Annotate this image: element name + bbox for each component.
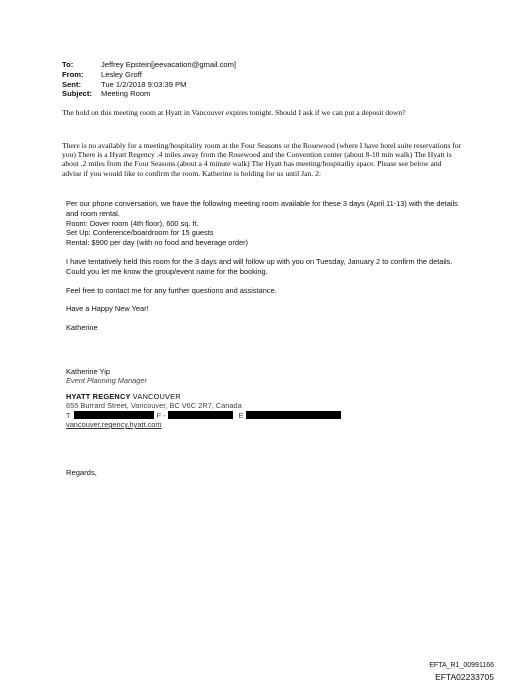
- deposit-question: The hold on this meeting room at Hyatt in Vancouver expires tonight. Should I ask if we can put a deposit down?: [62, 108, 406, 117]
- redaction-bar: [74, 411, 154, 419]
- sent-value: Tue 1/2/2018 9:03:39 PM: [101, 79, 187, 89]
- setup-line: Set Up: Conference/boardroom for 15 guests: [66, 228, 214, 238]
- rental-line: Rental: $900 per day (with no food and beverage order): [66, 238, 249, 248]
- website-link[interactable]: vancouver.regency.hyatt.com: [66, 420, 162, 430]
- quoted-intro: Per our phone conversation, we have the following meeting room available for these 3 days (April 11-13) with the details and room rental.: [66, 199, 458, 218]
- body-paragraph-1: [62, 108, 462, 117]
- redaction-bar: [246, 411, 341, 419]
- org-name-city: VANCOUVER: [132, 391, 181, 401]
- to-value: Jeffrey Epstein[jeevacation@gmail.com]: [101, 60, 237, 69]
- from-value: Lesley Groff: [101, 69, 142, 79]
- signature-organization: [66, 392, 341, 401]
- org-name-bold: HYATT REGENCY: [66, 391, 131, 401]
- signature-address: 655 Burrard Street, Vancouver, BC V6C 2R7, Canada: [66, 401, 242, 411]
- fax-label: F -: [156, 410, 166, 420]
- from-label: From:: [62, 69, 84, 79]
- subject-label: Subject:: [62, 89, 92, 99]
- phone-label: T: [66, 410, 71, 420]
- sent-row: [62, 80, 236, 90]
- signature-phone-row: [66, 411, 341, 420]
- signature-title: Event Planning Manager: [66, 376, 147, 386]
- body-paragraph-2: [62, 141, 462, 178]
- signature-name: Katherine Yip: [66, 367, 110, 376]
- redaction-bar: [168, 411, 233, 419]
- document-reference-1: EFTA_R1_00991166: [429, 662, 494, 669]
- availability-text: There is no availably for a meeting/hospitality room at the Four Seasons or the Rosewood (where I have hotel suite reservations for you) There is a Hyatt Regency .4 miles away from the Rosewood and the Convention center (about 8-10 min walk) The Hyatt is about .2 miles from the Four Seasons (about a 4 minute walk) The Hyatt has meeting/hospitatliy space. Please see below and advise if you would like to confirm the room. Katherine is holding for us until Jan. 2:: [62, 141, 462, 178]
- signoff-name: Katherine: [66, 323, 98, 333]
- contact-line: Feel free to contact me for any further questions and assistance.: [66, 285, 277, 295]
- new-year-line: Have a Happy New Year!: [66, 304, 149, 314]
- to-label: To:: [62, 60, 74, 69]
- hold-paragraph: I have tentatively held this room for the 3 days and will follow up with you on Tuesday, January 2 to confirm the details. Could you let me know the group/event name for the booking.: [66, 256, 453, 276]
- document-reference-2: EFTA02233705: [435, 672, 494, 682]
- quoted-message: [66, 199, 466, 333]
- room-line: Room: Dover room (4th floor), 600 sq. ft.: [66, 218, 199, 228]
- subject-value: Meeting Room: [101, 89, 151, 99]
- subject-row: [62, 89, 236, 99]
- email-label: E: [238, 410, 244, 420]
- from-row: [62, 70, 236, 80]
- to-row: [62, 60, 236, 70]
- email-signature: [66, 367, 341, 429]
- email-header: [62, 60, 236, 99]
- sent-label: Sent:: [62, 79, 81, 89]
- closing-text: Regards,: [66, 468, 97, 477]
